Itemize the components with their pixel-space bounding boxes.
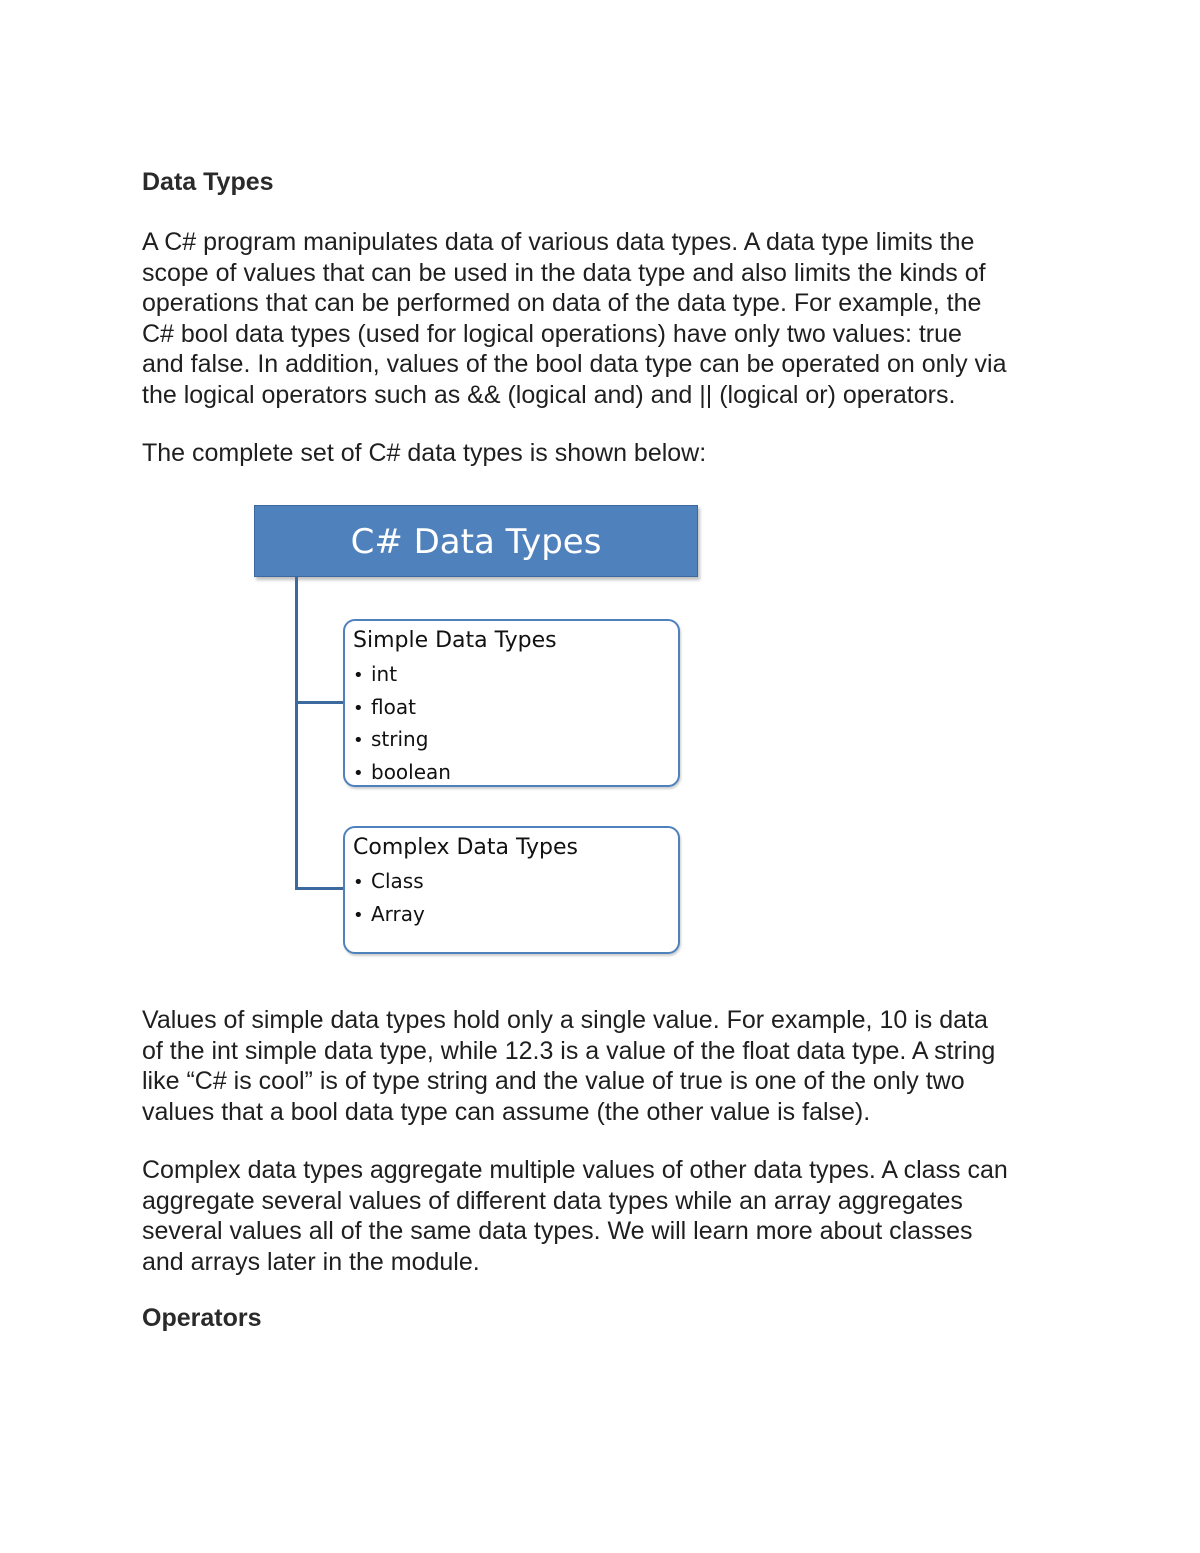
text-line: like “C# is cool” is of type string and the value of true is one of the only two — [142, 1067, 965, 1095]
list-item: • Array — [353, 899, 678, 932]
section-heading-operators: Operators — [142, 1304, 262, 1332]
bullet-icon: • — [353, 872, 364, 893]
text-line: values that a bool data type can assume (the other value is false). — [142, 1097, 871, 1126]
list-item: • int — [353, 659, 678, 692]
text-line: C# bool data types (used for logical operations) have only two values: true — [142, 319, 962, 348]
text-line: and false. In addition, values of the bool data type can be operated on only via — [142, 350, 1007, 378]
text-line: the logical operators such as && (logical and) and || (logical or) operators. — [142, 380, 956, 409]
text-line: scope of values that can be used in the data type and also limits the kinds of — [142, 258, 986, 287]
list-item: • float — [353, 692, 678, 725]
diagram-connector-complex — [295, 887, 344, 890]
text-line: The complete set of C# data types is shown below: — [142, 439, 707, 467]
bullet-icon: • — [353, 762, 364, 784]
text-line: aggregate several values of different data types while an array aggregates — [142, 1186, 963, 1215]
diagram-connector-vertical — [295, 577, 298, 889]
bullet-icon: • — [353, 665, 364, 686]
text-line: of the int simple data type, while 12.3 is a value of the float data type. A string — [142, 1036, 996, 1065]
text-line: several values all of the same data types. We will learn more about classes — [142, 1217, 973, 1245]
simple-data-types-title: Simple Data Types — [353, 628, 557, 653]
complex-data-types-box — [343, 826, 680, 954]
data-types-diagram — [246, 500, 706, 960]
list-item: • string — [353, 724, 678, 757]
section-heading-data-types: Data Types — [142, 168, 274, 196]
text-line: and arrays later in the module. — [142, 1247, 480, 1276]
text-line: A C# program manipulates data of various data types. A data type limits the — [142, 228, 975, 256]
list-item: • boolean — [353, 757, 678, 790]
diagram-intro-paragraph — [142, 438, 1067, 469]
diagram-connector-simple — [295, 701, 344, 704]
simple-data-types-list — [353, 659, 678, 789]
simple-types-paragraph — [142, 1005, 1067, 1127]
simple-data-types-box — [343, 619, 680, 787]
bullet-icon: • — [353, 904, 364, 926]
bullet-icon: • — [353, 730, 364, 751]
text-line: Complex data types aggregate multiple values of other data types. A class can — [142, 1156, 1008, 1184]
bullet-icon: • — [353, 697, 364, 719]
diagram-root-box: C# Data Types — [254, 505, 698, 577]
complex-types-paragraph — [142, 1155, 1067, 1277]
intro-paragraph — [142, 227, 1067, 410]
complex-data-types-list — [353, 866, 678, 931]
complex-data-types-title: Complex Data Types — [353, 835, 579, 860]
text-line: operations that can be performed on data of the data type. For example, the — [142, 289, 982, 317]
text-line: Values of simple data types hold only a single value. For example, 10 is data — [142, 1006, 988, 1034]
list-item: • Class — [353, 866, 678, 899]
